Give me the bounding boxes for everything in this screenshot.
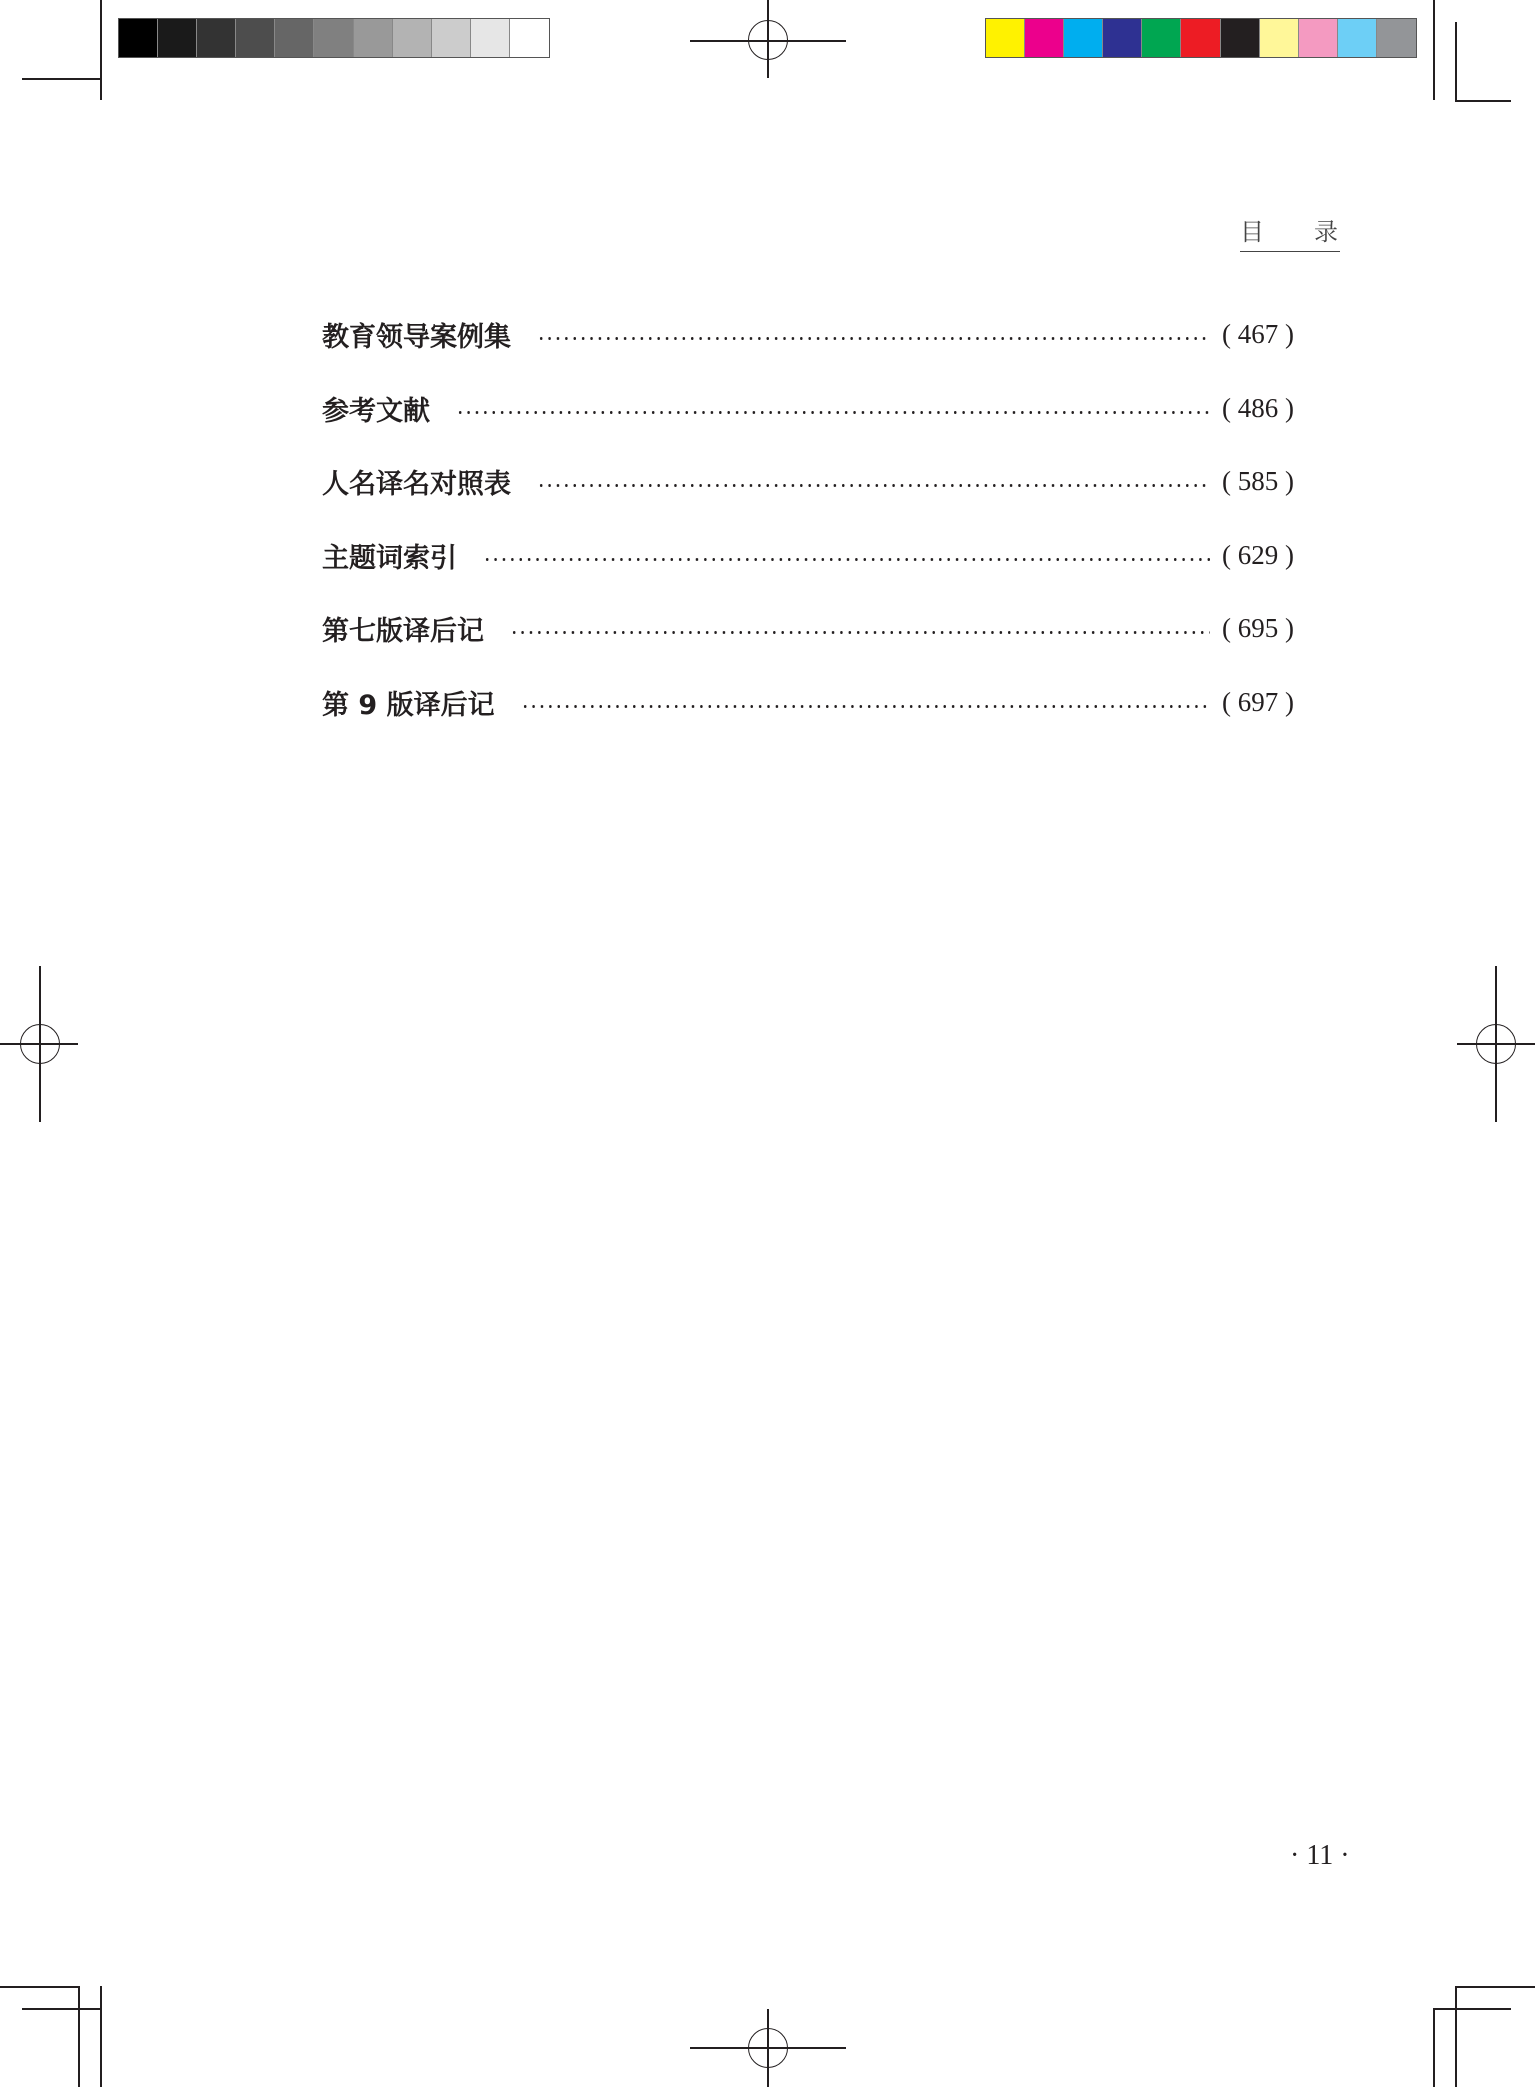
- calibration-swatch: [1025, 19, 1064, 57]
- page-number: · 11 ·: [1290, 1840, 1350, 1871]
- toc-entry[interactable]: [322, 372, 1294, 446]
- grayscale-calibration-bar: [118, 18, 550, 58]
- dot-leader: [456, 411, 1210, 414]
- registration-circle: [1476, 1024, 1516, 1064]
- toc-entry[interactable]: [322, 298, 1294, 372]
- calibration-swatch: [471, 19, 510, 57]
- calibration-swatch: [1338, 19, 1377, 57]
- crop-mark: [100, 1986, 102, 2087]
- registration-circle: [748, 2028, 788, 2068]
- toc-entry-title: 第 9 版译后记: [322, 689, 495, 721]
- calibration-swatch: [1103, 19, 1142, 57]
- calibration-swatch: [1260, 19, 1299, 57]
- calibration-swatch: [1064, 19, 1103, 57]
- calibration-swatch: [510, 19, 549, 57]
- calibration-swatch: [275, 19, 314, 57]
- toc-entry[interactable]: [322, 445, 1294, 519]
- crop-mark: [1455, 22, 1457, 100]
- registration-circle: [20, 1024, 60, 1064]
- toc-entry-page: ( 697 ): [1222, 686, 1294, 717]
- toc-entry-title: 第七版译后记: [322, 616, 484, 648]
- toc-entry[interactable]: [322, 592, 1294, 666]
- table-of-contents: [322, 298, 1294, 739]
- calibration-swatch: [197, 19, 236, 57]
- running-head-char: 录: [1314, 218, 1340, 246]
- dot-leader: [537, 337, 1210, 340]
- calibration-swatch: [1299, 19, 1338, 57]
- toc-entry[interactable]: [322, 519, 1294, 593]
- toc-entry-page: ( 486 ): [1222, 392, 1294, 423]
- dot-leader: [537, 484, 1210, 487]
- dot-leader: [510, 631, 1210, 634]
- calibration-swatch: [119, 19, 158, 57]
- toc-entry[interactable]: [322, 666, 1294, 740]
- calibration-swatch: [158, 19, 197, 57]
- toc-entry-page: ( 467 ): [1222, 319, 1294, 350]
- toc-entry-title: 人名译名对照表: [322, 469, 511, 501]
- calibration-swatch: [1221, 19, 1260, 57]
- crop-mark: [22, 78, 100, 80]
- crop-mark: [0, 1986, 78, 1988]
- toc-entry-page: ( 695 ): [1222, 613, 1294, 644]
- calibration-swatch: [236, 19, 275, 57]
- crop-mark: [1455, 1986, 1535, 1988]
- calibration-swatch: [1181, 19, 1220, 57]
- crop-mark: [1433, 0, 1435, 100]
- running-head-char: 目: [1240, 218, 1266, 246]
- running-head: [1240, 212, 1340, 252]
- calibration-swatch: [986, 19, 1025, 57]
- toc-entry-page: ( 629 ): [1222, 539, 1294, 570]
- calibration-swatch: [314, 19, 353, 57]
- toc-entry-title: 主题词索引: [322, 542, 457, 574]
- toc-entry-title: 参考文献: [322, 395, 430, 427]
- crop-mark: [1455, 1986, 1457, 2087]
- toc-entry-page: ( 585 ): [1222, 466, 1294, 497]
- registration-circle: [748, 20, 788, 60]
- calibration-swatch: [1142, 19, 1181, 57]
- crop-mark: [1433, 2008, 1511, 2010]
- crop-mark: [1455, 100, 1511, 102]
- toc-entry-title: 教育领导案例集: [322, 322, 511, 354]
- calibration-swatch: [354, 19, 393, 57]
- calibration-swatch: [1377, 19, 1416, 57]
- dot-leader: [521, 705, 1210, 708]
- color-calibration-bar: [985, 18, 1417, 58]
- calibration-swatch: [432, 19, 471, 57]
- calibration-swatch: [393, 19, 432, 57]
- crop-mark: [22, 2008, 100, 2010]
- crop-mark: [1433, 2008, 1435, 2087]
- crop-mark: [78, 1986, 80, 2087]
- crop-mark: [100, 0, 102, 100]
- dot-leader: [483, 558, 1210, 561]
